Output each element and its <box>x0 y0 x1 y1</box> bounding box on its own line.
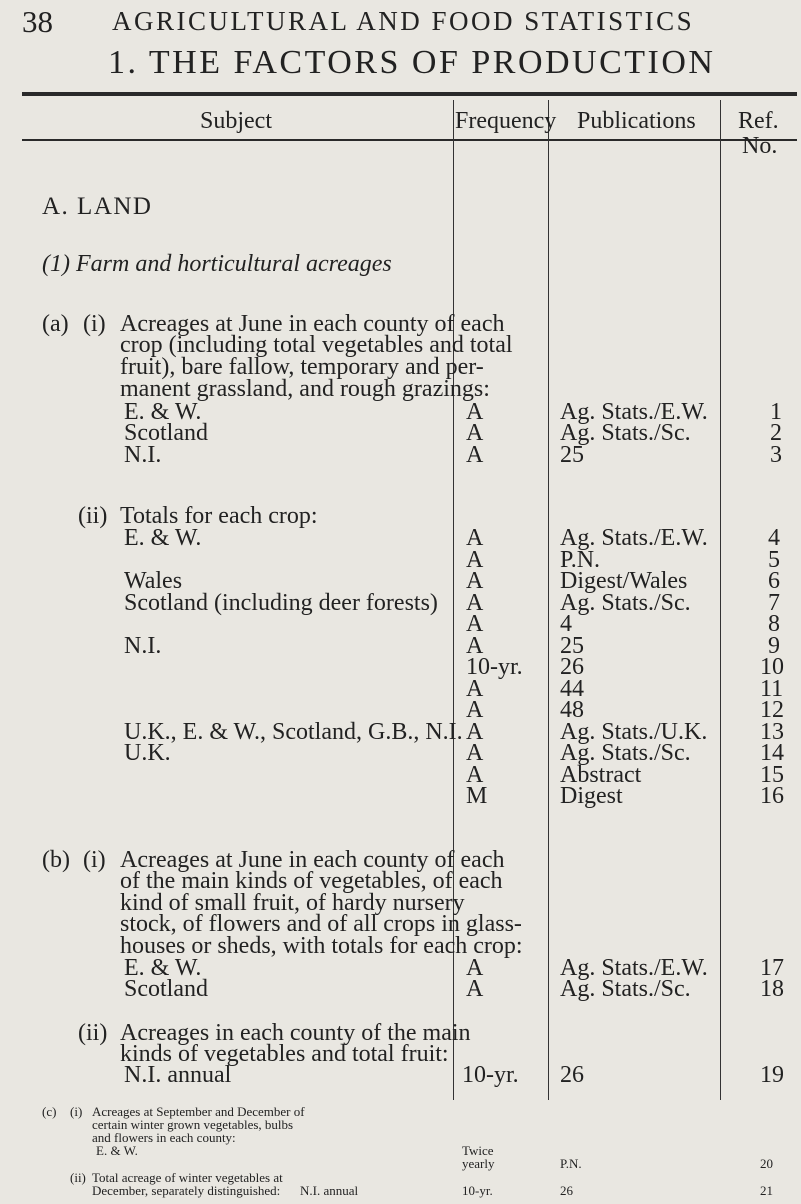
item-a-marker: (a) <box>42 311 69 337</box>
item-a-ii-marker: (ii) <box>78 503 108 529</box>
item-a-ii-publication: Ag. Stats./E.W. <box>560 525 708 551</box>
item-b-i-line: Acreages at June in each county of each <box>120 847 505 873</box>
item-a-ii-line: Totals for each crop: <box>120 503 318 529</box>
item-a-i-ref: 2 <box>770 420 782 446</box>
item-c-i-line: Acreages at September and December of <box>92 1104 305 1119</box>
item-b-i-publication: Ag. Stats./Sc. <box>560 976 691 1002</box>
item-a-ii-publication: Abstract <box>560 762 642 788</box>
item-a-i-frequency: A <box>466 442 484 468</box>
item-a-ii-frequency: A <box>466 697 484 723</box>
item-a-i-publication: Ag. Stats./Sc. <box>560 420 691 446</box>
item-c-i-ref: 20 <box>760 1156 773 1171</box>
item-b-i-frequency: A <box>466 976 484 1002</box>
item-b-i-region: Scotland <box>124 976 208 1002</box>
item-a-i-region: Scotland <box>124 420 208 446</box>
header-rule <box>22 139 797 141</box>
item-a-ii-publication: 25 <box>560 633 584 659</box>
item-a-ii-publication: 26 <box>560 654 584 680</box>
item-b-i-publication: Ag. Stats./E.W. <box>560 955 708 981</box>
column-header-ref: Ref. <box>738 108 779 134</box>
item-c-i-region: E. & W. <box>96 1143 138 1158</box>
item-a-ii-ref: 6 <box>768 568 780 594</box>
section-title: 1. THE FACTORS OF PRODUCTION <box>108 44 716 81</box>
column-header-ref-no: No. <box>742 133 778 159</box>
item-a-ii-frequency: A <box>466 676 484 702</box>
item-b-i-region: E. & W. <box>124 955 202 981</box>
item-c-i-frequency: yearly <box>462 1156 495 1171</box>
item-b-i-marker: (i) <box>83 847 106 873</box>
item-a-ii-frequency: M <box>466 783 488 809</box>
divider-publications-ref <box>720 100 721 1100</box>
item-a-ii-frequency: A <box>466 547 484 573</box>
item-a-i-frequency: A <box>466 420 484 446</box>
item-c-i-frequency: Twice <box>462 1143 494 1158</box>
item-b-ii-publication: 26 <box>560 1062 584 1088</box>
item-a-ii-frequency: A <box>466 568 484 594</box>
item-b-i-ref: 17 <box>760 955 784 981</box>
item-a-ii-region: U.K., E. & W., Scotland, G.B., N.I. <box>124 719 463 745</box>
item-a-ii-ref: 14 <box>760 740 784 766</box>
item-a-i-publication: Ag. Stats./E.W. <box>560 399 708 425</box>
item-a-ii-publication: Ag. Stats./Sc. <box>560 590 691 616</box>
item-b-i-ref: 18 <box>760 976 784 1002</box>
page-number: 38 <box>22 4 53 39</box>
item-a-i-line: crop (including total vegetables and total <box>120 332 513 358</box>
top-rule <box>22 92 797 96</box>
item-b-i-line: kind of small fruit, of hardy nursery <box>120 890 465 916</box>
item-b-ii-ref: 19 <box>760 1062 784 1088</box>
item-b-ii-line: Acreages in each county of the main <box>120 1020 471 1046</box>
item-a-ii-publication: Digest/Wales <box>560 568 688 594</box>
item-c-i-publication: P.N. <box>560 1156 582 1171</box>
item-c-ii-ref: 21 <box>760 1183 773 1198</box>
item-a-i-line: manent grassland, and rough grazings: <box>120 376 490 402</box>
item-a-i-publication: 25 <box>560 442 584 468</box>
column-header-publications: Publications <box>577 108 696 134</box>
item-a-ii-ref: 8 <box>768 611 780 637</box>
item-a-ii-region: U.K. <box>124 740 171 766</box>
item-a-i-ref: 3 <box>770 442 782 468</box>
item-c-marker: (c) <box>42 1104 57 1119</box>
item-a-ii-frequency: A <box>466 590 484 616</box>
running-head: AGRICULTURAL AND FOOD STATISTICS <box>112 6 695 36</box>
item-a-i-region: N.I. <box>124 442 162 468</box>
item-a-ii-publication: Ag. Stats./U.K. <box>560 719 708 745</box>
item-c-ii-line: December, separately distinguished: <box>92 1183 281 1198</box>
item-c-i-line: certain winter grown vegetables, bulbs <box>92 1117 294 1132</box>
item-a-ii-publication: P.N. <box>560 547 601 573</box>
item-a-ii-publication: Digest <box>560 783 623 809</box>
subsection-text: (1) Farm and horticultural acreages <box>42 251 392 277</box>
item-c-ii-frequency: 10-yr. <box>462 1183 493 1198</box>
item-a-ii-frequency: 10-yr. <box>466 654 523 680</box>
item-b-ii-frequency: 10-yr. <box>462 1062 519 1088</box>
item-a-ii-ref: 4 <box>768 525 780 551</box>
item-a-ii-publication: 4 <box>560 611 572 637</box>
item-a-ii-ref: 9 <box>768 633 780 659</box>
item-a-i-line: fruit), bare fallow, temporary and per- <box>120 354 484 380</box>
item-a-ii-frequency: A <box>466 633 484 659</box>
item-a-ii-region: Wales <box>124 568 183 594</box>
item-b-ii-marker: (ii) <box>78 1020 108 1046</box>
item-a-ii-frequency: A <box>466 762 484 788</box>
item-a-ii-ref: 13 <box>760 719 784 745</box>
subsection-heading <box>42 252 392 276</box>
item-c-i-line: and flowers in each county: <box>92 1130 236 1145</box>
item-a-ii-ref: 16 <box>760 783 784 809</box>
item-a-ii-publication: 48 <box>560 697 584 723</box>
item-b-marker: (b) <box>42 847 70 873</box>
item-a-ii-frequency: A <box>466 611 484 637</box>
item-a-ii-publication: Ag. Stats./Sc. <box>560 740 691 766</box>
section-heading: A. LAND <box>42 193 153 220</box>
column-header-subject: Subject <box>200 108 272 134</box>
divider-frequency-publications <box>548 100 549 1100</box>
item-a-ii-region: Scotland (including deer forests) <box>124 590 438 616</box>
item-a-ii-frequency: A <box>466 719 484 745</box>
item-c-ii-region: N.I. annual <box>300 1183 359 1198</box>
item-b-i-line: stock, of flowers and of all crops in glass- <box>120 911 522 937</box>
item-a-i-region: E. & W. <box>124 399 202 425</box>
item-a-ii-ref: 12 <box>760 697 784 723</box>
item-c-i-marker: (i) <box>70 1104 83 1119</box>
item-a-ii-ref: 5 <box>768 547 780 573</box>
item-b-i-line: of the main kinds of vegetables, of each <box>120 868 503 894</box>
item-a-ii-region: N.I. <box>124 633 162 659</box>
item-a-ii-ref: 11 <box>760 676 784 702</box>
item-a-ii-ref: 15 <box>760 762 784 788</box>
item-c-ii-line: Total acreage of winter vegetables at <box>92 1170 283 1185</box>
column-header-frequency: Frequency <box>455 108 557 134</box>
item-a-ii-ref: 10 <box>760 654 784 680</box>
item-c-ii-marker: (ii) <box>70 1170 86 1185</box>
item-a-i-ref: 1 <box>770 399 782 425</box>
item-b-ii-region: N.I. annual <box>124 1062 232 1088</box>
item-a-i-frequency: A <box>466 399 484 425</box>
item-a-ii-ref: 7 <box>768 590 780 616</box>
item-b-ii-line: kinds of vegetables and total fruit: <box>120 1041 449 1067</box>
item-a-ii-publication: 44 <box>560 676 584 702</box>
item-a-i-marker: (i) <box>83 311 106 337</box>
item-c-block <box>0 1104 801 1204</box>
item-a-i-line: Acreages at June in each county of each <box>120 311 505 337</box>
item-a-ii-region: E. & W. <box>124 525 202 551</box>
item-b-i-frequency: A <box>466 955 484 981</box>
item-c-ii-publication: 26 <box>560 1183 573 1198</box>
item-a-ii-frequency: A <box>466 740 484 766</box>
item-b-i-line: houses or sheds, with totals for each crop: <box>120 933 523 959</box>
item-a-ii-frequency: A <box>466 525 484 551</box>
